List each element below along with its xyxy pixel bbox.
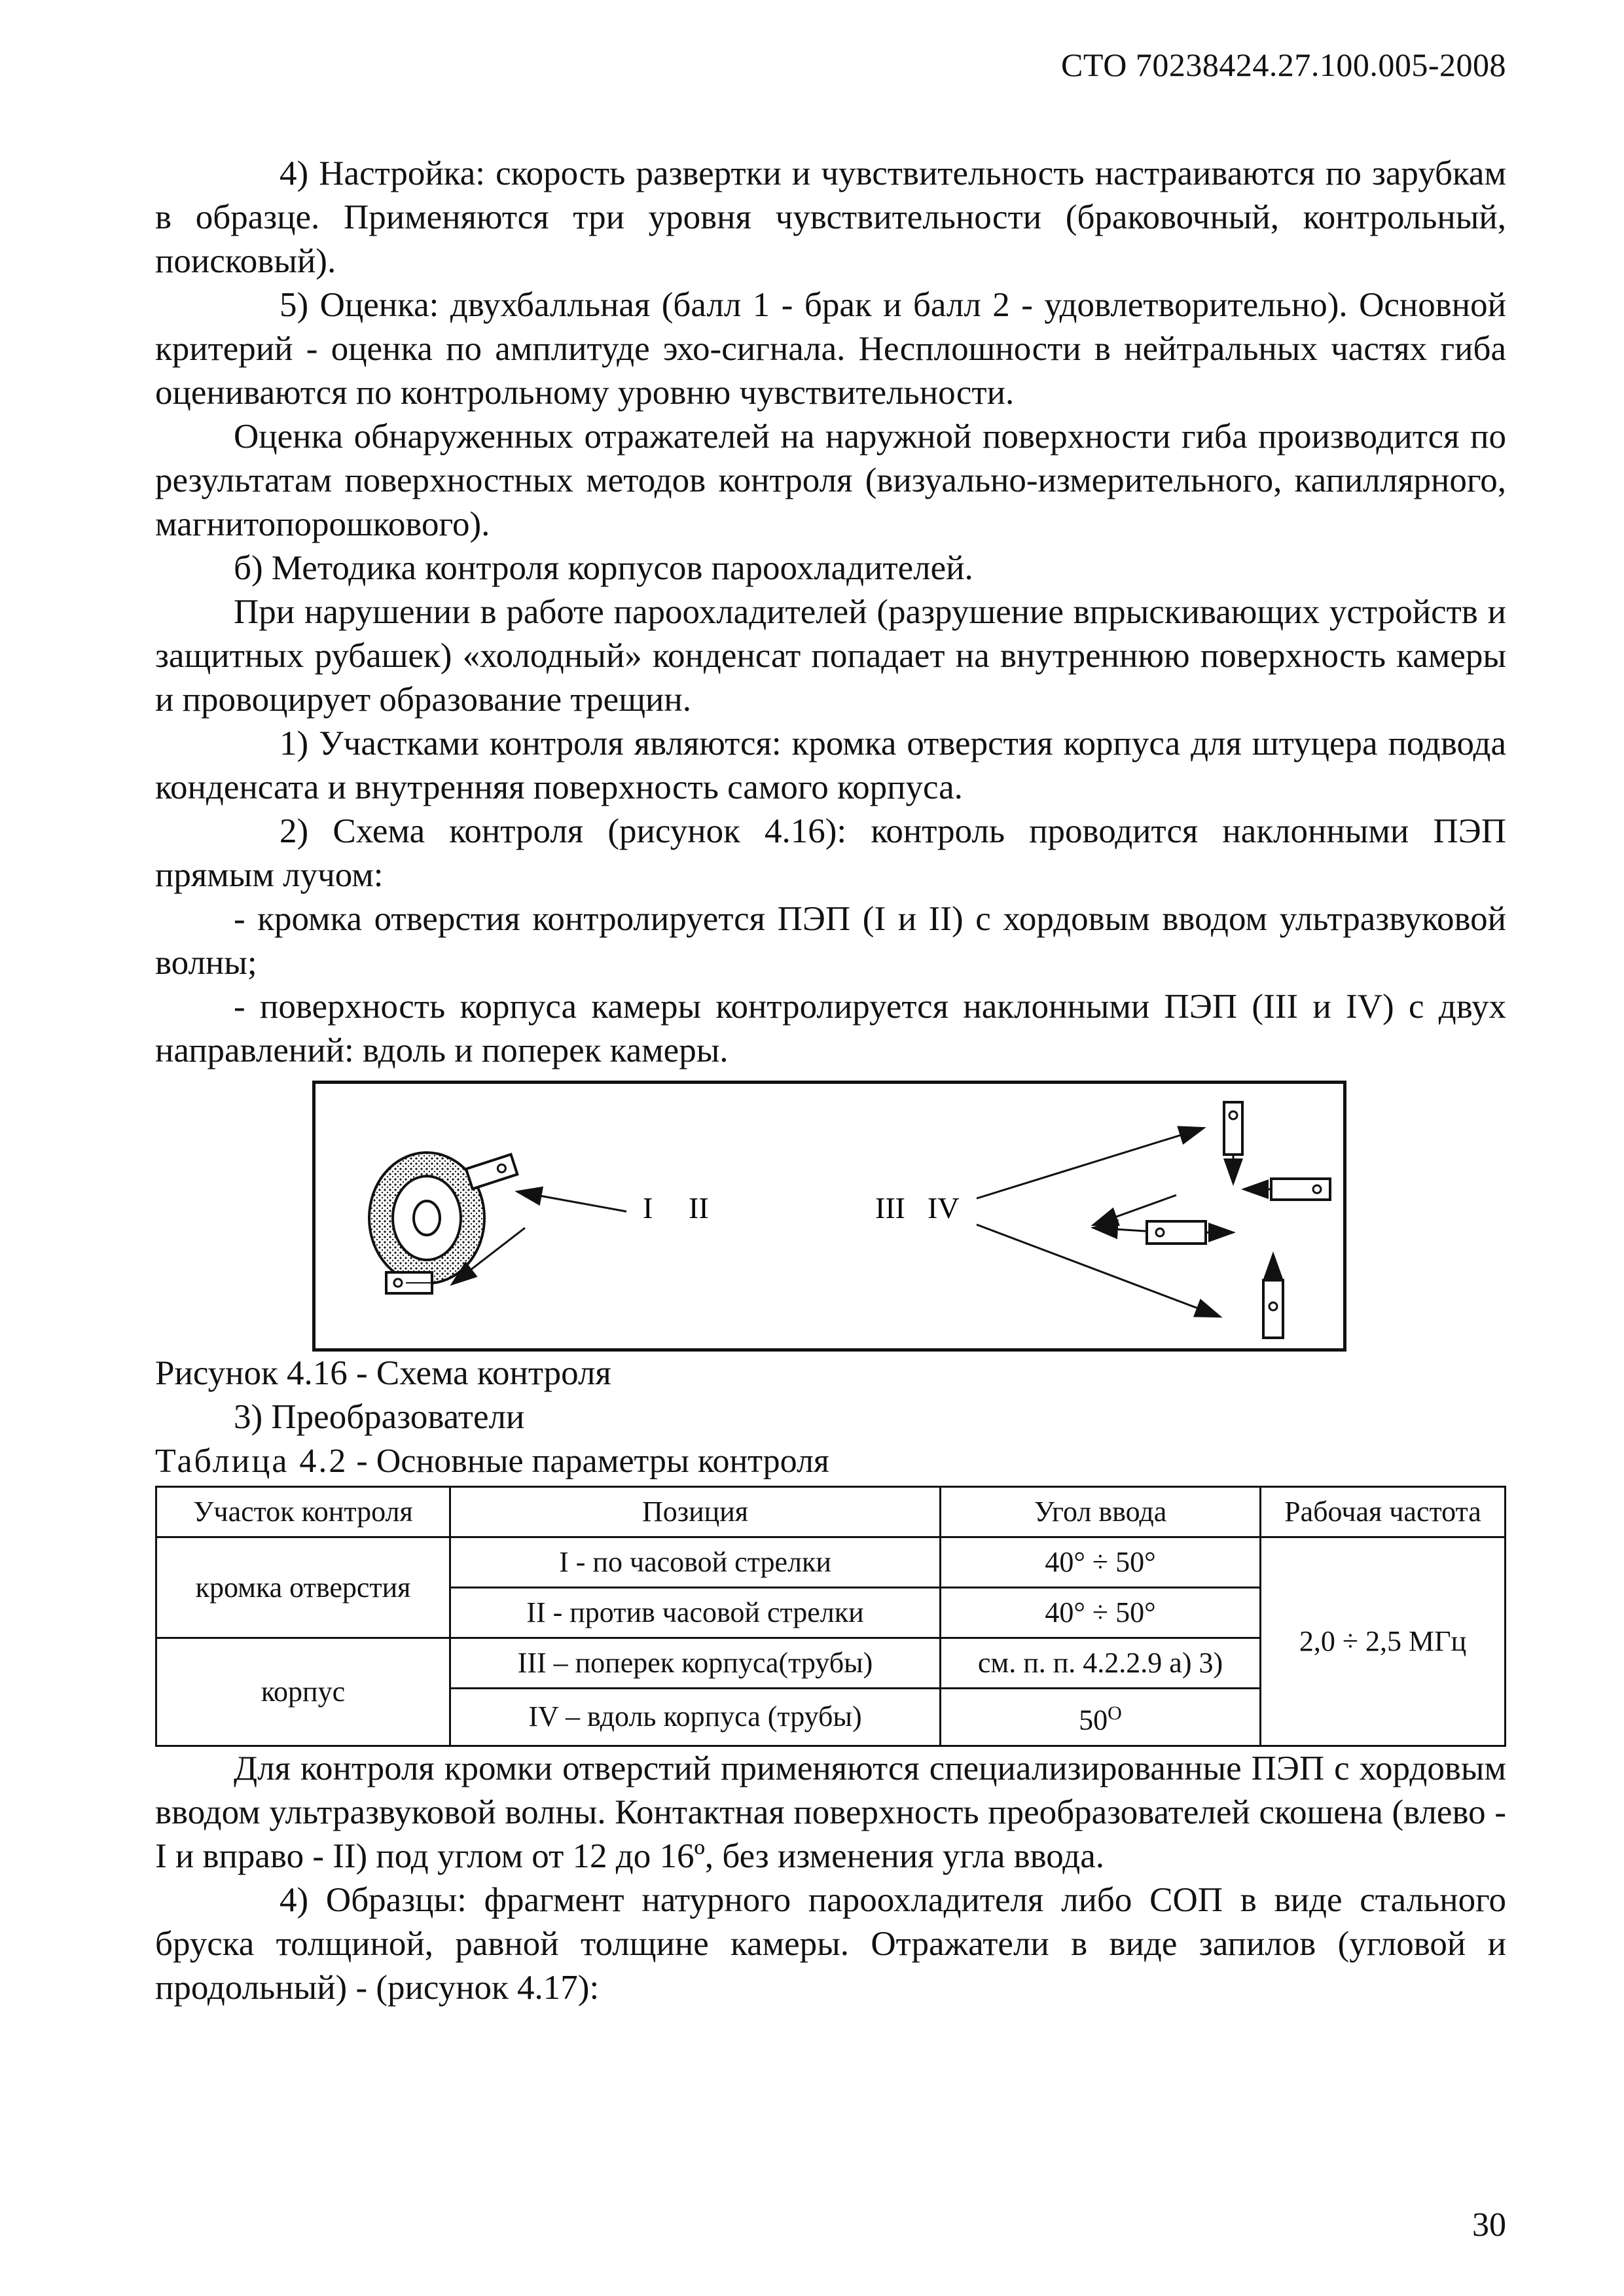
paragraph-edge-probes: Для контроля кромки отверстий применяются специализированные ПЭП с хордовым вводом ультразвуковой волны. Контактная поверхность преобразователей скошена (влево - I и вправо - II) под углом от 12 до 16º, без изменения угла ввода. bbox=[155, 1749, 1506, 1875]
probe-bottom-right bbox=[1263, 1255, 1283, 1338]
label-probe-II: II bbox=[689, 1191, 709, 1225]
document-code-header: СТО 70238424.27.100.005-2008 bbox=[1061, 46, 1506, 83]
probe-right-horizontal bbox=[1245, 1179, 1330, 1200]
figure-caption: Рисунок 4.16 - Схема контроля bbox=[155, 1354, 611, 1392]
paragraph-transducers: 3) Преобразователи bbox=[234, 1398, 525, 1436]
paragraph-control-areas: 1) Участками контроля являются: кромка отверстия корпуса для штуцера подвода конденсата и внутренняя поверхность самого корпуса. bbox=[155, 725, 1506, 806]
arrow-upper-right bbox=[977, 1128, 1202, 1198]
label-probe-I: I bbox=[643, 1191, 653, 1225]
label-probe-IV: IV bbox=[928, 1191, 960, 1225]
list-item-edge: - кромка отверстия контролируется ПЭП (I и II) с хордовым вводом ультразвуковой волны; bbox=[155, 900, 1506, 982]
angle-degree-sup: O bbox=[1108, 1702, 1122, 1724]
cell-frequency: 2,0 ÷ 2,5 МГц bbox=[1261, 1537, 1506, 1746]
paragraph-reflectors: Оценка обнаруженных отражателей на наружной поверхности гиба производится по результатам поверхностных методов контроля (визуально-измерительного, капиллярного, магнитопорошкового). bbox=[155, 418, 1506, 543]
cell-position: III – поперек корпуса(трубы) bbox=[450, 1638, 941, 1689]
table-title bbox=[155, 1439, 1506, 1483]
header-angle: Угол ввода bbox=[941, 1487, 1261, 1537]
paragraph-control-scheme: 2) Схема контроля (рисунок 4.16): контроль проводится наклонными ПЭП прямым лучом: bbox=[155, 812, 1506, 894]
cell-position: II - против часовой стрелки bbox=[450, 1588, 941, 1638]
paragraph-tuning: 4) Настройка: скорость развертки и чувствительность настраиваются по зарубкам в образце. Применяются три уровня чувствительности (браковочный, контрольный, поисковый). bbox=[155, 154, 1506, 280]
cell-group-body: корпус bbox=[156, 1638, 450, 1746]
list-item-surface: - поверхность корпуса камеры контролируется наклонными ПЭП (III и IV) с двух направлений: вдоль и поперек камеры. bbox=[155, 988, 1506, 1069]
header-area: Участок контроля bbox=[156, 1487, 450, 1537]
table-title-rest: - Основные параметры контроля bbox=[348, 1443, 829, 1480]
paragraph-method-heading: б) Методика контроля корпусов пароохладителей. bbox=[234, 549, 973, 587]
table-title-prefix: Таблица 4.2 bbox=[155, 1443, 348, 1480]
probe-center-horizontal bbox=[1147, 1221, 1232, 1244]
parameters-table bbox=[155, 1486, 1506, 1747]
cell-position: IV – вдоль корпуса (трубы) bbox=[450, 1689, 941, 1746]
paragraph-evaluation: 5) Оценка: двухбалльная (балл 1 - брак и балл 2 - удовлетворительно). Основной критерий - оценка по амплитуде эхо-сигнала. Несплошности в нейтральных частях гиба оцениваются по контрольному уровню чувствительности. bbox=[155, 286, 1506, 412]
cell-group-edge: кромка отверстия bbox=[156, 1537, 450, 1638]
figure-control-scheme bbox=[312, 1081, 1346, 1352]
paragraph-samples: 4) Образцы: фрагмент натурного пароохладителя либо СОП в виде стального бруска толщиной, равной толщине камеры. Отражатели в виде запилов (угловой и продольный) - (рисунок 4.17): bbox=[155, 1880, 1506, 2007]
control-scheme-diagram bbox=[316, 1084, 1343, 1348]
label-probe-III: III bbox=[875, 1191, 905, 1225]
cell-angle: см. п. п. 4.2.2.9 а) 3) bbox=[941, 1638, 1261, 1689]
page-number: 30 bbox=[1472, 2206, 1506, 2244]
table-header-row bbox=[156, 1487, 1506, 1537]
cell-angle: 40° ÷ 50° bbox=[941, 1537, 1261, 1588]
probe-bottom-left bbox=[386, 1272, 432, 1293]
probe-top-right bbox=[1224, 1102, 1242, 1182]
table-row bbox=[156, 1537, 1506, 1588]
paragraph-violations: При нарушении в работе пароохладителей (разрушение впрыскивающих устройств и защитных рубашек) «холодный» конденсат попадает на внутреннюю поверхность камеры и провоцирует образование трещин. bbox=[155, 593, 1506, 719]
arrow-to-top-probe bbox=[518, 1192, 626, 1211]
cell-position: I - по часовой стрелки bbox=[450, 1537, 941, 1588]
page-content bbox=[155, 152, 1506, 2010]
angle-value: 50 bbox=[1079, 1704, 1108, 1736]
cell-angle bbox=[941, 1689, 1261, 1746]
header-frequency: Рабочая частота bbox=[1261, 1487, 1506, 1537]
cell-angle: 40° ÷ 50° bbox=[941, 1588, 1261, 1638]
header-position: Позиция bbox=[450, 1487, 941, 1537]
probe-top-left bbox=[466, 1155, 517, 1189]
